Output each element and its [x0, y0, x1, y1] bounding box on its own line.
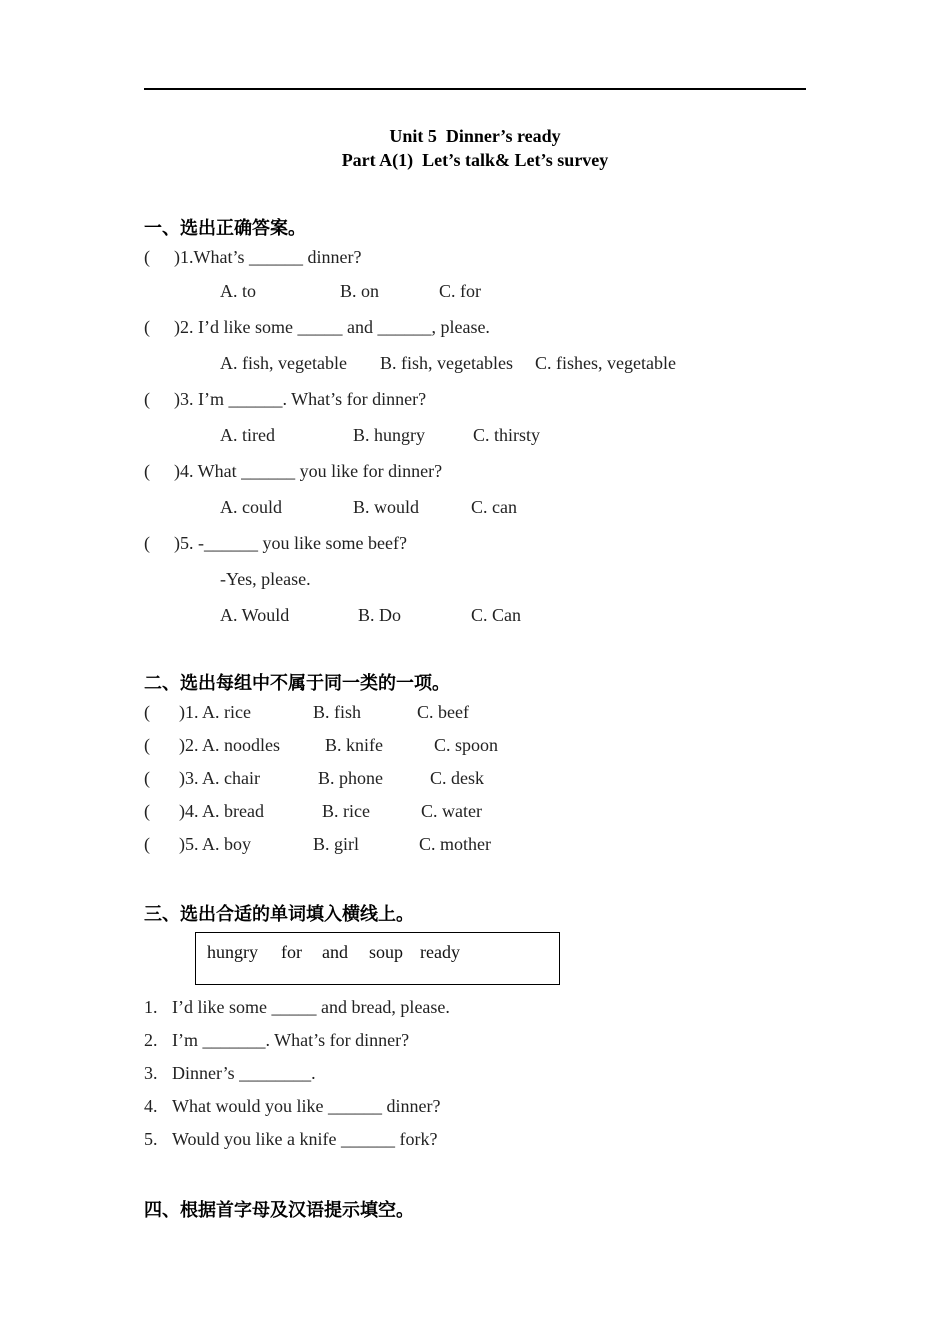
fill-item-5: Would you like a knife ______ fork?: [172, 1129, 438, 1149]
section3-heading: 三、选出合适的单词填入横线上。: [144, 904, 414, 925]
fill-item-1: I’d like some _____ and bread, please.: [172, 997, 450, 1017]
odd-one-out-2-b: B. knife: [325, 735, 383, 755]
q2-option-b: B. fish, vegetables: [380, 353, 513, 373]
question-5-reply: -Yes, please.: [220, 569, 311, 589]
word-bank-hungry: hungry: [207, 942, 258, 962]
odd-one-out-2: )2. A. noodles: [179, 735, 280, 755]
fill-item-4: What would you like ______ dinner?: [172, 1096, 441, 1116]
odd-one-out-3: )3. A. chair: [179, 768, 260, 788]
answer-paren: (: [144, 735, 150, 755]
answer-paren: (: [144, 768, 150, 788]
answer-paren: (: [144, 461, 150, 481]
q3-option-a: A. tired: [220, 425, 275, 445]
odd-one-out-5-c: C. mother: [419, 834, 491, 854]
q2-option-a: A. fish, vegetable: [220, 353, 347, 373]
q3-option-c: C. thirsty: [473, 425, 541, 445]
question-4-stem: )4. What ______ you like for dinner?: [174, 461, 443, 481]
word-bank-for: for: [281, 942, 302, 962]
answer-paren: (: [144, 247, 150, 267]
fill-item-5-number: 5.: [144, 1129, 158, 1149]
section4-heading: 四、根据首字母及汉语提示填空。: [144, 1200, 414, 1221]
q4-option-c: C. can: [471, 497, 517, 517]
header-rule: [144, 88, 806, 90]
odd-one-out-1-c: C. beef: [417, 702, 469, 722]
q5-option-c: C. Can: [471, 605, 522, 625]
q1-option-c: C. for: [439, 281, 481, 301]
answer-paren: (: [144, 702, 150, 722]
answer-paren: (: [144, 533, 150, 553]
question-3-stem: )3. I’m ______. What’s for dinner?: [174, 389, 427, 409]
odd-one-out-5-b: B. girl: [313, 834, 360, 854]
fill-item-2-number: 2.: [144, 1030, 158, 1050]
q1-option-a: A. to: [220, 281, 256, 301]
odd-one-out-5: )5. A. boy: [179, 834, 251, 854]
fill-item-1-number: 1.: [144, 997, 158, 1017]
answer-paren: (: [144, 389, 150, 409]
odd-one-out-1: )1. A. rice: [179, 702, 251, 722]
q4-option-b: B. would: [353, 497, 420, 517]
odd-one-out-4-b: B. rice: [322, 801, 370, 821]
section1-heading: 一、选出正确答案。: [144, 218, 306, 239]
question-5-stem: )5. -______ you like some beef?: [174, 533, 407, 553]
word-bank-ready: ready: [420, 942, 460, 962]
fill-item-4-number: 4.: [144, 1096, 158, 1116]
q3-option-b: B. hungry: [353, 425, 425, 445]
odd-one-out-1-b: B. fish: [313, 702, 362, 722]
word-bank-and: and: [322, 942, 348, 962]
fill-item-2: I’m _______. What’s for dinner?: [172, 1030, 410, 1050]
fill-item-3-number: 3.: [144, 1063, 158, 1083]
answer-paren: (: [144, 801, 150, 821]
answer-paren: (: [144, 317, 150, 337]
question-2-stem: )2. I’d like some _____ and ______, please.: [174, 317, 490, 337]
word-bank-soup: soup: [369, 942, 404, 962]
odd-one-out-3-c: C. desk: [430, 768, 484, 788]
odd-one-out-4-c: C. water: [421, 801, 482, 821]
part-title: Part A(1) Let’s talk& Let’s survey: [341, 150, 609, 170]
q4-option-a: A. could: [220, 497, 282, 517]
unit-title: Unit 5 Dinner’s ready: [389, 126, 561, 146]
fill-item-3: Dinner’s ________.: [172, 1063, 316, 1083]
odd-one-out-4: )4. A. bread: [179, 801, 264, 821]
odd-one-out-2-c: C. spoon: [434, 735, 499, 755]
q5-option-b: B. Do: [358, 605, 402, 625]
q5-option-a: A. Would: [220, 605, 290, 625]
section2-heading: 二、选出每组中不属于同一类的一项。: [144, 673, 450, 694]
question-1-stem: )1.What’s ______ dinner?: [174, 247, 362, 267]
odd-one-out-3-b: B. phone: [318, 768, 383, 788]
answer-paren: (: [144, 834, 150, 854]
q1-option-b: B. on: [340, 281, 380, 301]
q2-option-c: C. fishes, vegetable: [535, 353, 676, 373]
